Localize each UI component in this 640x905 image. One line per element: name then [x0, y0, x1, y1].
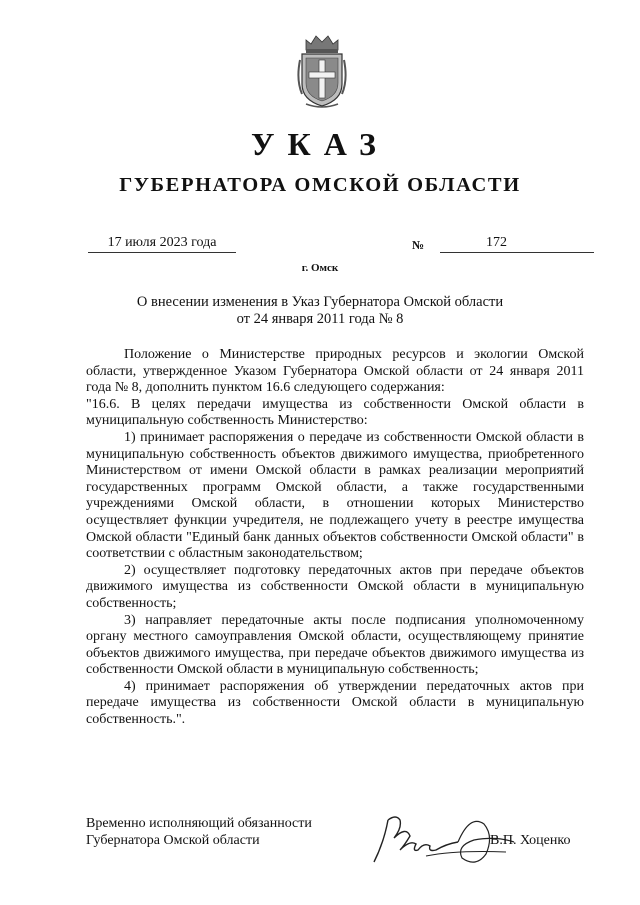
decree-heading: [0, 294, 640, 328]
number-label: №: [412, 238, 425, 252]
body-paragraph: 4) принимает распоряжения об утверждении передаточных актов при передаче имущества из собственности Омской области в муниципальную собственность.".: [86, 678, 584, 728]
decree-date: 17 июля 2023 года: [88, 234, 236, 253]
signer-title: [86, 815, 312, 849]
heading-line: от 24 января 2011 года № 8: [236, 311, 404, 327]
decree-subtitle: ГУБЕРНАТОРА ОМСКОЙ ОБЛАСТИ: [119, 174, 521, 196]
coat-of-arms-icon: [296, 30, 348, 108]
decree-number: 172: [440, 234, 594, 253]
body-paragraph: Положение о Министерстве природных ресурсов и экологии Омской области, утвержденное Указом Губернатора Омской области от 24 января 2011 года № 8, дополнить пунктом 16.6 следующего содержания:: [86, 347, 584, 396]
body-paragraph: 1) принимает распоряжения о передаче из собственности Омской области в муниципальную собственность объектов движимого имущества, приобретенного Министерством от имени Омской области в рамках реализации мероприятий государственных программ Омской области, а также государственными учреждениями Омской области, в отношении которых Министерство осуществляет функции учредителя, не подлежащего учету в реестре имущества Омской области "Единый банк данных объектов собственности Омской области" в соответствии с областным законодательством;: [86, 429, 584, 562]
body-paragraph: 3) направляет передаточные акты после подписания уполномоченному органу местного самоуправления Омской области, осуществляющему принятие объектов движимого имущества, при передаче объектов движимого имущества из собственности Омской области в муниципальную собственность;: [86, 612, 584, 678]
body-paragraph: 2) осуществляет подготовку передаточных актов при передаче объектов движимого имущества из собственности Омской области в муниципальную собственность;: [86, 562, 584, 611]
signer-name: В.П. Хоценко: [490, 833, 571, 848]
heading-line: О внесении изменения в Указ Губернатора Омской области: [136, 294, 504, 310]
signer-title-line: Временно исполняющий обязанности: [86, 816, 312, 831]
city: г. Омск: [301, 262, 339, 274]
body-paragraph: "16.6. В целях передачи имущества из собственности Омской области в муниципальную собственность Министерство:: [86, 396, 584, 429]
decree-body: [86, 347, 584, 729]
decree-title: УКАЗ: [251, 126, 389, 162]
signer-title-line: Губернатора Омской области: [86, 833, 260, 848]
